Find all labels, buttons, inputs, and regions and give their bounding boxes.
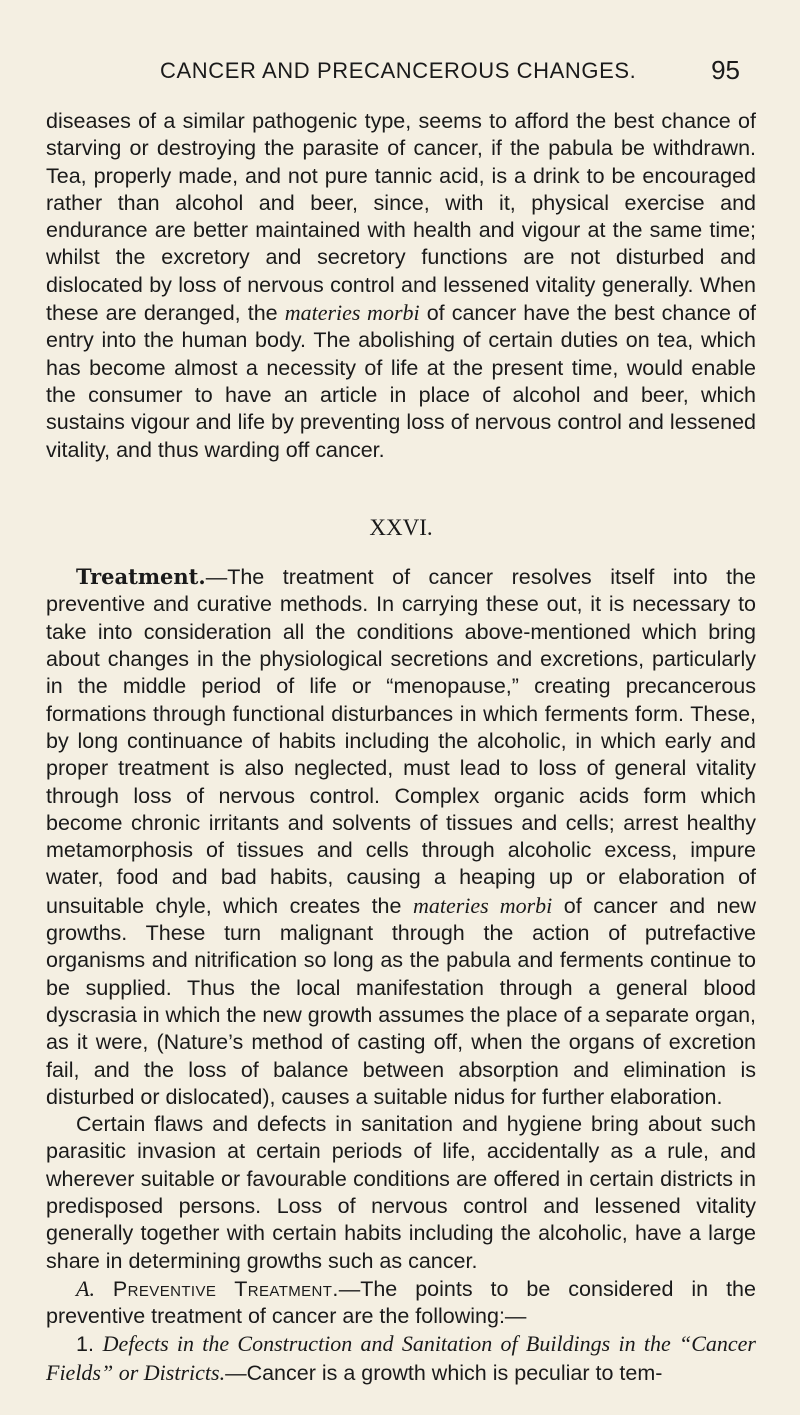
running-title: CANCER AND PRECANCEROUS CHANGES. bbox=[160, 58, 637, 83]
paragraph-preventive-text: —The points to be considered in the preventive treatment of cancer are the following:— bbox=[46, 1276, 756, 1329]
paragraph-treatment-text-a: —The treatment of cancer resolves itself into the preventive and curative methods. In carrying these out, it is necessary to take into consideration all the conditions above-mentioned which bring about changes in the physiological secretions and excretions, particularly in the middle period of life or “menopause,” creating precancerous formations through functional disturbances in which ferments form. These, by long continuance of habits including the alcoholic, in which early and proper treatment is also neglected, must lead to loss of general vitality through loss of nervous control. Complex organic acids form which become chronic irritants and solvents of tissues and cells; arrest healthy metamorphosis of tissues and cells through alcoholic excess, impure water, food and bad habits, causing a heaping up or elaboration of unsuitable chyle, which creates the bbox=[46, 565, 756, 918]
paragraph-item-1 bbox=[46, 1330, 756, 1387]
section-number: XXVI. bbox=[369, 514, 433, 540]
paragraph-tea bbox=[46, 108, 756, 464]
subsection-letter: A. bbox=[76, 1275, 95, 1301]
paragraph-tea-text-b: of cancer have the best chance of entry into the human body. The abolishing of certain duties on tea, which has become almost a necessity of life at the present time, would enable the consumer to have an article in place of alcohol and beer, which sustains vigour and life by preventing loss of nervous control and lessened vitality, and thus warding off cancer. bbox=[46, 301, 757, 462]
paragraph-treatment-text-b: of cancer and new growths. These turn malignant through the action of putrefactive organisms and nitrification so long as the pabula and ferments continue to be supplied. Thus the local manifestation through a general blood dyscrasia in which the new growth assumes the place of a separate organ, as it were, (Nature’s method of casting off, when the organs of excretion fail, and the loss of balance between absorption and elimination is disturbed or dislocated), causes a suitable nidus for further elaboration. bbox=[46, 893, 756, 1109]
paragraph-sanitation-text: Certain flaws and defects in sanitation and hygiene bring about such parasitic invasion at certain periods of life, accidentally as a rule, and wherever suitable or favourable conditions are offered in certain districts in predisposed persons. Loss of nervous control and lessened vitality generally together with certain habits including the alcoholic, have a large share in determining growths such as cancer. bbox=[46, 1112, 756, 1273]
item-1-italic-heading: Defects in the Construction and Sanitation of Buildings in the “Cancer Fields” or Districts. bbox=[46, 1331, 756, 1385]
item-1-text: —Cancer is a growth which is peculiar to tem- bbox=[225, 1360, 663, 1385]
treatment-heading: Treatment. bbox=[76, 564, 206, 590]
item-number: 1. bbox=[76, 1332, 94, 1357]
preventive-treatment-heading: Preventive Treatment. bbox=[112, 1276, 339, 1301]
paragraph-treatment bbox=[46, 563, 756, 1111]
italic-materies-morbi: materies morbi bbox=[412, 892, 553, 918]
paragraph-tea-text-a: diseases of a similar pathogenic type, seems to afford the best chance of starving or destroying the parasite of cancer, if the pabula be withdrawn. Tea, properly made, and not pure tannic acid, is a drink to be encouraged rather than alcohol and beer, since, with it, physical exercise and endurance are better maintained with health and vigour at the same time; whilst the excretory and secretory functions are not disturbed and dislocated by loss of nervous control and lessened vitality generally. When these are deranged, the bbox=[46, 109, 756, 326]
page-body bbox=[46, 108, 756, 1387]
running-head bbox=[0, 55, 800, 94]
italic-materies-morbi: materies morbi bbox=[284, 300, 420, 326]
paragraph-sanitation bbox=[46, 1111, 756, 1275]
page-number: 95 bbox=[711, 55, 740, 85]
paragraph-preventive bbox=[46, 1275, 756, 1331]
